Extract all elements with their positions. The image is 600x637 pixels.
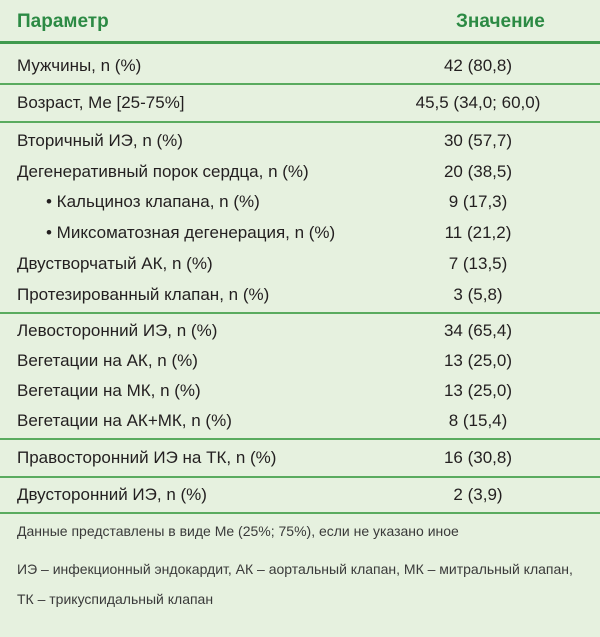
table-header	[0, 0, 600, 44]
table-row	[0, 88, 600, 118]
row-value: 13 (25,0)	[443, 351, 513, 370]
note-abbreviations-1: ИЭ – инфекционный эндокардит, АК – аортальный клапан, МК – митральный клапан,	[17, 561, 573, 577]
header-value: Значение	[456, 11, 545, 32]
row-label: Вегетации на АК+МК, n (%)	[17, 411, 232, 430]
table-row	[0, 406, 600, 436]
row-label: • Кальциноз клапана, n (%)	[46, 192, 260, 211]
table-row	[0, 187, 600, 217]
separator	[0, 438, 600, 440]
row-value: 8 (15,4)	[448, 411, 508, 430]
row-label: Возраст, Me [25-75%]	[17, 93, 185, 112]
table-row	[0, 346, 600, 376]
row-value: 13 (25,0)	[443, 381, 513, 400]
separator	[0, 476, 600, 478]
row-value: 11 (21,2)	[444, 223, 512, 242]
row-label: Мужчины, n (%)	[17, 56, 142, 75]
note-data-format: Данные представлены в виде Me (25%; 75%), если не указано иное	[17, 523, 459, 539]
header-param: Параметр	[17, 11, 109, 32]
row-value: 3 (5,8)	[453, 285, 503, 304]
row-label: Дегенеративный порок сердца, n (%)	[17, 162, 309, 181]
row-value: 2 (3,9)	[453, 485, 503, 504]
row-label: Двусторонний ИЭ, n (%)	[17, 485, 207, 504]
row-value: 7 (13,5)	[448, 254, 508, 273]
table-row	[0, 280, 600, 310]
row-value: 42 (80,8)	[443, 56, 513, 75]
row-value: 34 (65,4)	[443, 321, 513, 340]
separator	[0, 312, 600, 314]
table-row	[0, 480, 600, 510]
row-label: Протезированный клапан, n (%)	[17, 285, 270, 304]
table-row	[0, 376, 600, 406]
separator	[0, 83, 600, 85]
row-label: Вторичный ИЭ, n (%)	[17, 131, 183, 150]
table-row	[0, 126, 600, 156]
table-row	[0, 249, 600, 279]
row-value: 45,5 (34,0; 60,0)	[415, 93, 541, 112]
row-value: 30 (57,7)	[443, 131, 513, 150]
table-row	[0, 157, 600, 187]
table-row	[0, 218, 600, 248]
separator	[0, 121, 600, 123]
table-row	[0, 316, 600, 346]
row-label: Правосторонний ИЭ на ТК, n (%)	[17, 448, 277, 467]
row-label: Левосторонний ИЭ, n (%)	[17, 321, 218, 340]
separator	[0, 512, 600, 514]
row-label: • Миксоматозная дегенерация, n (%)	[46, 223, 336, 242]
row-label: Двустворчатый АК, n (%)	[17, 254, 213, 273]
row-label: Вегетации на МК, n (%)	[17, 381, 201, 400]
row-value: 16 (30,8)	[443, 448, 513, 467]
note-abbreviations-2: ТК – трикуспидальный клапан	[17, 591, 214, 607]
table-row	[0, 443, 600, 473]
row-label: Вегетации на АК, n (%)	[17, 351, 198, 370]
row-value: 20 (38,5)	[443, 162, 513, 181]
row-value: 9 (17,3)	[448, 192, 508, 211]
table-row	[0, 51, 600, 81]
